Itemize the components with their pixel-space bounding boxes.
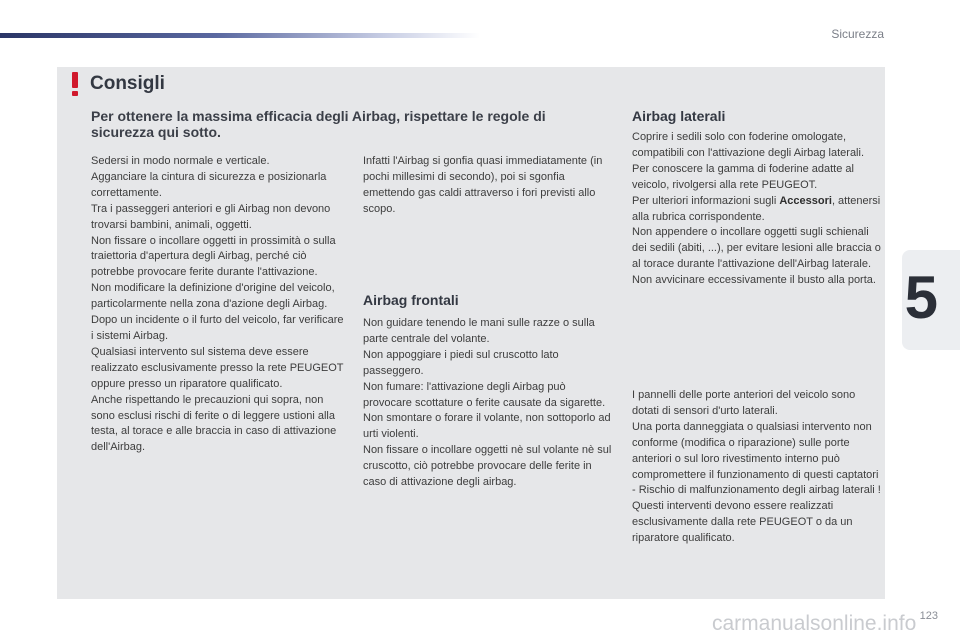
front-advice-line: Non smontare o forare il volante, non sottoporlo ad urti violenti. — [363, 412, 611, 441]
side-advice-line: Non avvicinare eccessivamente il busto alla porta. — [632, 274, 876, 287]
door-sensor-line: I pannelli delle porte anteriori del veicolo sono dotati di sensori d'urto laterali. — [632, 389, 856, 417]
front-advice-line: Non fumare: l'attivazione degli Airbag può provocare scottature o ferite causate da sigarette. — [363, 380, 606, 409]
front-advice-line: Non guidare tenendo le mani sulle razze o sulla parte centrale del volante. — [363, 317, 595, 345]
chapter-number: 5 — [904, 264, 938, 331]
accessories-keyword: Accessori — [779, 194, 832, 207]
side-airbags-heading: Airbag laterali — [632, 108, 726, 124]
advice-line: Agganciare la cintura di sicurezza e posizionarla correttamente. — [91, 170, 327, 199]
advice-line: Dopo un incidente o il furto del veicolo, far verificare i sistemi Airbag. — [91, 314, 344, 342]
inflation-note: Infatti l'Airbag si gonfia quasi immediatamente (in pochi millesimi di secondo), poi si sgonfia emettendo gas caldi attraverso i fori previsti allo scopo. — [363, 155, 603, 215]
header-accent-bar — [0, 33, 480, 38]
exclamation-icon — [70, 72, 80, 96]
side-airbags-column — [632, 130, 884, 289]
page-number: 123 — [919, 610, 938, 622]
text-run: Per ulteriori informazioni sugli — [632, 194, 780, 207]
watermark: carmanualsonline.info — [712, 612, 917, 635]
advice-line: Sedersi in modo normale e verticale. — [91, 155, 270, 167]
advice-line: Tra i passeggeri anteriori e gli Airbag non devono trovarsi bambini, animali, oggetti. — [91, 202, 331, 231]
general-advice-column — [91, 154, 349, 456]
text-run: , attenersi alla rubrica corrispondente. — [632, 194, 881, 223]
side-advice-line: Non appendere o incollare oggetti sugli schienali dei sedili (abiti, ...), per evitare lesioni alle braccia o al torace durante l'attivazione dell'Airbag laterale. — [632, 226, 881, 271]
section-title: Sicurezza — [831, 27, 884, 41]
door-sensors-column — [632, 388, 884, 547]
side-advice-line: Coprire i sedili solo con foderine omologate, compatibili con l'attivazione degli Airbag laterali. Per conoscere la gamma di foderine adatte al veicolo, rivolgersi alla rete PEUGEOT. — [632, 131, 865, 191]
door-sensor-line: Una porta danneggiata o qualsiasi intervento non conforme (modifica o riparazione) sulle porte anteriori o sul loro rivestimento interno può compromettere il funzionamento di questi captatori - Rischio di malfunzionamento degli airbag laterali ! — [632, 420, 881, 497]
advice-line: Qualsiasi intervento sul sistema deve essere realizzato esclusivamente presso la rete PEUGEOT oppure presso un riparatore qualificato. — [91, 345, 344, 390]
inflation-note-column — [363, 154, 613, 218]
door-sensor-line: Questi interventi devono essere realizzati esclusivamente dalla rete PEUGEOT o da un riparatore qualificato. — [632, 500, 853, 545]
front-airbags-heading: Airbag frontali — [363, 292, 459, 308]
front-advice-line: Non fissare o incollare oggetti nè sul volante nè sul cruscotto, ciò potrebbe provocare delle ferite in caso di attivazione degli airbag. — [363, 444, 612, 489]
advice-line: Non fissare o incollare oggetti in prossimità o sulla traiettoria d'apertura degli Airbag, perché ciò potrebbe provocare ferite durante l'attivazione. — [91, 234, 336, 279]
advice-line: Non modificare la definizione d'origine del veicolo, particolarmente nella zona d'azione degli Airbag. — [91, 282, 335, 311]
front-airbags-column — [363, 316, 613, 491]
box-title: Consigli — [90, 73, 165, 94]
advice-line: Anche rispettando le precauzioni qui sopra, non sono esclusi rischi di ferite o di leggere ustioni alla testa, al torace e alle braccia in caso di attivazione dell'Airbag. — [91, 393, 337, 454]
side-advice-line — [632, 194, 884, 226]
lead-heading: Per ottenere la massima efficacia degli Airbag, rispettare le regole di sicurezza qui sotto. — [91, 108, 546, 140]
front-advice-line: Non appoggiare i piedi sul cruscotto lato passeggero. — [363, 348, 559, 377]
